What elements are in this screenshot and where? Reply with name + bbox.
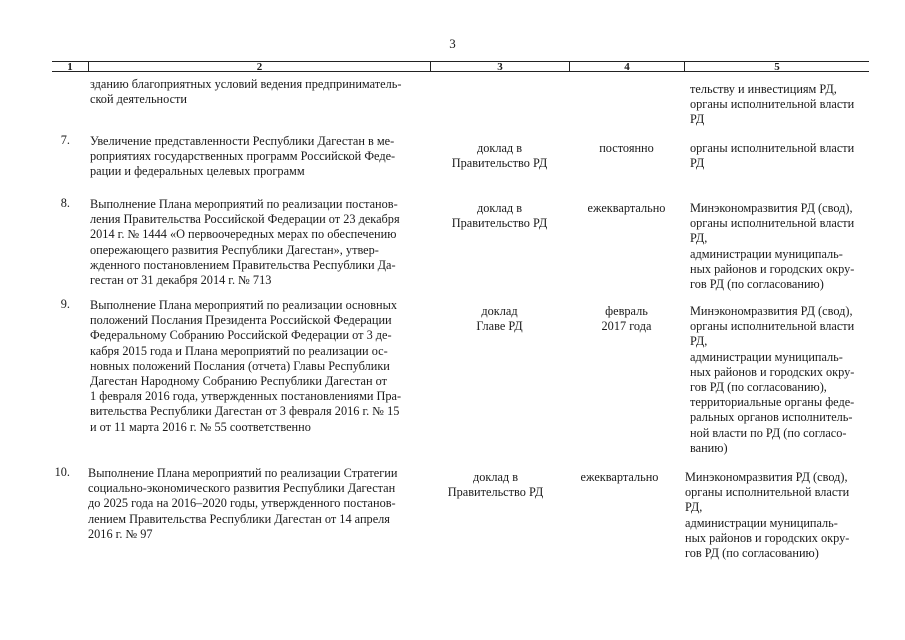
page-number: 3 bbox=[449, 36, 456, 51]
row-description bbox=[90, 197, 426, 288]
responsible-line: администрации муниципаль- bbox=[690, 246, 843, 261]
row-text-line: зданию благоприятных условий ведения предприниматель- bbox=[90, 77, 402, 91]
report-line: Правительство РД bbox=[447, 485, 544, 500]
report-line: доклад bbox=[481, 304, 518, 318]
row-text-line: Выполнение Плана мероприятий по реализации основных bbox=[90, 298, 398, 312]
responsible-line: ной власти по РД (по согласо- bbox=[690, 425, 847, 440]
row-number: 7. bbox=[60, 133, 70, 147]
row-text-line: опережающего развития Республики Дагестан», утвер- bbox=[90, 242, 379, 257]
responsible-line: РД, bbox=[690, 231, 708, 246]
responsible-line: Минэкономразвития РД (свод), bbox=[690, 304, 853, 318]
responsible-line: ных районов и городских окру- bbox=[690, 261, 855, 276]
row-text-line: до 2025 года на 2016–2020 годы, утвержденного постанов- bbox=[88, 496, 396, 511]
row-description bbox=[90, 77, 426, 107]
row-deadline bbox=[562, 470, 677, 485]
responsible-line: органы исполнительной власти bbox=[690, 216, 855, 231]
responsible-line: РД bbox=[690, 112, 705, 127]
deadline-line: ежеквартально bbox=[587, 201, 666, 215]
responsible-line: ванию) bbox=[690, 440, 728, 455]
row-text-line: вительства Республики Дагестан от 3 февраля 2016 г. № 15 bbox=[90, 404, 400, 419]
report-line: доклад в bbox=[476, 201, 523, 215]
row-deadline bbox=[569, 141, 684, 156]
deadline-line: 2017 года bbox=[601, 319, 652, 334]
row-responsible bbox=[690, 82, 870, 128]
row-text-line: рации и федеральных целевых программ bbox=[90, 164, 305, 179]
row-report-form bbox=[430, 304, 569, 334]
row-report-form bbox=[426, 470, 565, 500]
responsible-line: ных районов и городских окру- bbox=[690, 364, 855, 379]
responsible-line: Минэкономразвития РД (свод), bbox=[690, 201, 853, 215]
row-report-form bbox=[430, 201, 569, 231]
report-line: Правительство РД bbox=[451, 156, 548, 171]
row-responsible bbox=[690, 304, 870, 456]
deadline-line: февраль bbox=[605, 304, 648, 318]
deadline-line: постоянно bbox=[599, 141, 654, 155]
responsible-line: органы исполнительной власти bbox=[690, 319, 855, 334]
responsible-line: органы исполнительной власти bbox=[685, 485, 850, 500]
row-text-line: роприятиях государственных программ Российской Феде- bbox=[90, 149, 396, 164]
row-text-line: социально-экономического развития Республики Дагестан bbox=[88, 481, 396, 496]
row-text-line: новных положений Послания (отчета) Главы Республики bbox=[90, 358, 390, 373]
row-text-line: Федеральному Собранию Российской Федерации от 3 де- bbox=[90, 328, 392, 343]
report-line: доклад в bbox=[472, 470, 519, 484]
row-deadline bbox=[569, 201, 684, 216]
responsible-line: гов РД (по согласованию), bbox=[690, 380, 827, 395]
responsible-line: органы исполнительной власти bbox=[690, 141, 855, 155]
row-number: 8. bbox=[60, 196, 70, 210]
row-description bbox=[90, 134, 426, 180]
row-text-line: 1 февраля 2016 года, утвержденных постановлениями Пра- bbox=[90, 389, 402, 404]
row-text-line: кабря 2015 года и Плана мероприятий по реализации ос- bbox=[90, 343, 388, 358]
row-text-line: 2014 г. № 1444 «О первоочередных мерах по обеспечению bbox=[90, 227, 397, 242]
responsible-line: гов РД (по согласованию) bbox=[690, 277, 824, 292]
header-col-4: 4 bbox=[569, 61, 684, 72]
row-responsible bbox=[685, 470, 869, 561]
responsible-line: РД, bbox=[685, 500, 703, 515]
row-text-line: Увеличение представленности Республики Дагестан в ме- bbox=[90, 134, 395, 148]
row-text-line: Выполнение Плана мероприятий по реализации постанов- bbox=[90, 197, 398, 211]
row-number: 10. bbox=[54, 465, 70, 479]
row-text-line: ской деятельности bbox=[90, 92, 188, 107]
responsible-line: администрации муниципаль- bbox=[685, 515, 838, 530]
row-deadline bbox=[569, 304, 684, 334]
responsible-line: ральных органов исполнитель- bbox=[690, 410, 853, 425]
row-number: 9. bbox=[60, 297, 70, 311]
header-col-5: 5 bbox=[684, 61, 869, 72]
report-line: доклад в bbox=[476, 141, 523, 155]
row-description bbox=[90, 298, 426, 435]
row-text-line: 2016 г. № 97 bbox=[88, 526, 153, 541]
row-responsible bbox=[690, 141, 870, 171]
deadline-line: ежеквартально bbox=[580, 470, 659, 484]
report-line: Правительство РД bbox=[451, 216, 548, 231]
row-description bbox=[88, 466, 426, 542]
responsible-line: РД, bbox=[690, 334, 708, 349]
row-text-line: жденного постановлением Правительства Республики Да- bbox=[90, 257, 396, 272]
responsible-line: территориальные органы феде- bbox=[690, 395, 855, 410]
row-text-line: Выполнение Плана мероприятий по реализации Стратегии bbox=[88, 466, 398, 480]
row-text-line: положений Послания Президента Российской Федерации bbox=[90, 313, 392, 328]
row-text-line: лением Правительства Республики Дагестан от 14 апреля bbox=[88, 511, 390, 526]
header-col-3: 3 bbox=[430, 61, 569, 72]
responsible-line: гов РД (по согласованию) bbox=[685, 546, 819, 561]
report-line: Главе РД bbox=[476, 319, 523, 334]
responsible-line: РД bbox=[690, 156, 705, 171]
responsible-line: ных районов и городских окру- bbox=[685, 530, 850, 545]
row-text-line: и от 11 марта 2016 г. № 55 соответственно bbox=[90, 419, 311, 434]
responsible-line: администрации муниципаль- bbox=[690, 349, 843, 364]
row-text-line: гестан от 31 декабря 2014 г. № 713 bbox=[90, 273, 272, 288]
header-col-2: 2 bbox=[88, 61, 430, 72]
row-report-form bbox=[430, 141, 569, 171]
responsible-line: органы исполнительной власти bbox=[690, 97, 855, 112]
responsible-line: Минэкономразвития РД (свод), bbox=[685, 470, 848, 484]
row-responsible bbox=[690, 201, 870, 292]
header-col-1: 1 bbox=[52, 61, 88, 72]
responsible-line: тельству и инвестициям РД, bbox=[690, 82, 837, 96]
row-text-line: Дагестан Народному Собранию Республики Дагестан от bbox=[90, 374, 387, 389]
row-text-line: ления Правительства Российской Федерации от 23 декабря bbox=[90, 212, 400, 227]
